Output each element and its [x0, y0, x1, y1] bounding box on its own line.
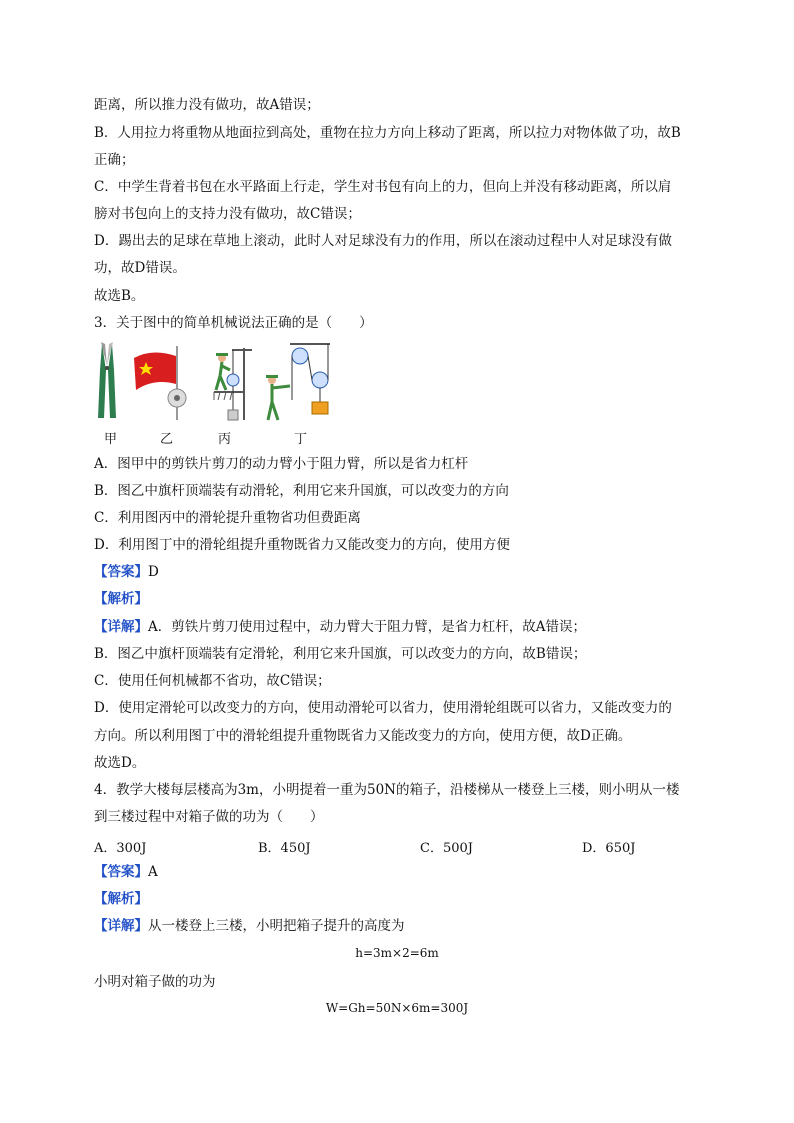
- figure-label-ding: 丁: [294, 432, 308, 447]
- figure-label-bing: 丙: [218, 432, 232, 447]
- analysis-line: [94, 890, 148, 908]
- answer-value: D: [148, 564, 159, 580]
- text-line: 距离，所以推力没有做功，故A错误；: [94, 97, 320, 113]
- text-line: 到三楼过程中对箱子做的功为（ ）: [94, 809, 324, 825]
- detail-line: [94, 618, 586, 636]
- answer-line: [94, 563, 159, 581]
- text-line: B．图乙中旗杆顶端装有定滑轮，利用它来升国旗，可以改变力的方向，故B错误；: [94, 646, 587, 662]
- text-line: 故选D。: [94, 755, 146, 771]
- analysis-tag: 【解析】: [94, 591, 148, 607]
- q4-option-a: A．300J: [94, 841, 147, 856]
- analysis-tag: 【解析】: [94, 891, 148, 907]
- detail-line: [94, 917, 405, 935]
- text-line: 膀对书包向上的支持力没有做功，故C错误；: [94, 206, 361, 222]
- answer-value: A: [148, 864, 158, 880]
- equation-work: W=Gh=50N×6m=300J: [325, 1001, 469, 1015]
- text-line: 功，故D错误。: [94, 260, 186, 276]
- text-line: D．使用定滑轮可以改变力的方向，使用动滑轮可以省力，使用滑轮组既可以省力，又能改变力的: [94, 700, 672, 716]
- detail-tag: 【详解】: [94, 619, 148, 635]
- analysis-line: [94, 590, 148, 608]
- text-line: C．中学生背着书包在水平路面上行走，学生对书包有向上的力，但向上并没有移动距离，所以肩: [94, 179, 672, 195]
- fixed-pulley-person-icon: [214, 348, 252, 420]
- option-b: B．图乙中旗杆顶端装有动滑轮，利用它来升国旗，可以改变力的方向: [94, 483, 509, 499]
- pulley-block-person-icon: [266, 344, 330, 420]
- text-line: B．人用拉力将重物从地面拉到高处，重物在拉力方向上移动了距离，所以拉力对物体做了功，故B: [94, 125, 681, 141]
- machines-illustration: [94, 340, 354, 430]
- answer-line: [94, 863, 158, 881]
- text-line: 正确；: [94, 152, 135, 168]
- option-c: C．利用图丙中的滑轮提升重物省功但费距离: [94, 510, 361, 526]
- question-3-stem: 3．关于图中的简单机械说法正确的是（ ）: [94, 315, 373, 331]
- answer-tag: 【答案】: [94, 564, 148, 580]
- figure-label-yi: 乙: [160, 432, 174, 447]
- text-line: 方向。所以利用图丁中的滑轮组提升重物既省力又能改变力的方向，使用方便，故D正确。: [94, 728, 632, 744]
- text-line: C．使用任何机械都不省功，故C错误；: [94, 673, 331, 689]
- option-a: A．图甲中的剪铁片剪刀的动力臂小于阻力臂，所以是省力杠杆: [94, 456, 469, 472]
- text-line: 小明对箱子做的功为: [94, 974, 216, 990]
- tin-snips-icon: [98, 342, 116, 418]
- q4-option-d: D．650J: [582, 841, 636, 856]
- question-4-stem: 4．教学大楼每层楼高为3m，小明提着一重为50N的箱子，沿楼梯从一楼登上三楼，则小明从一楼: [94, 782, 680, 798]
- flag-pulley-icon: [134, 346, 186, 420]
- answer-tag: 【答案】: [94, 864, 148, 880]
- detail-text: A．剪铁片剪刀使用过程中，动力臂大于阻力臂，是省力杠杆，故A错误；: [148, 619, 586, 635]
- q4-option-c: C．500J: [420, 841, 473, 856]
- q4-option-b: B．450J: [258, 841, 311, 856]
- detail-tag: 【详解】: [94, 918, 148, 934]
- equation-height: h=3m×2=6m: [355, 946, 439, 960]
- option-d: D．利用图丁中的滑轮组提升重物既省力又能改变力的方向，使用方便: [94, 537, 510, 553]
- figure-label-jia: 甲: [104, 432, 118, 447]
- text-line: D．踢出去的足球在草地上滚动，此时人对足球没有力的作用，所以在滚动过程中人对足球没有做: [94, 233, 672, 249]
- detail-text: 从一楼登上三楼，小明把箱子提升的高度为: [148, 918, 405, 934]
- text-line: 故选B。: [94, 288, 145, 304]
